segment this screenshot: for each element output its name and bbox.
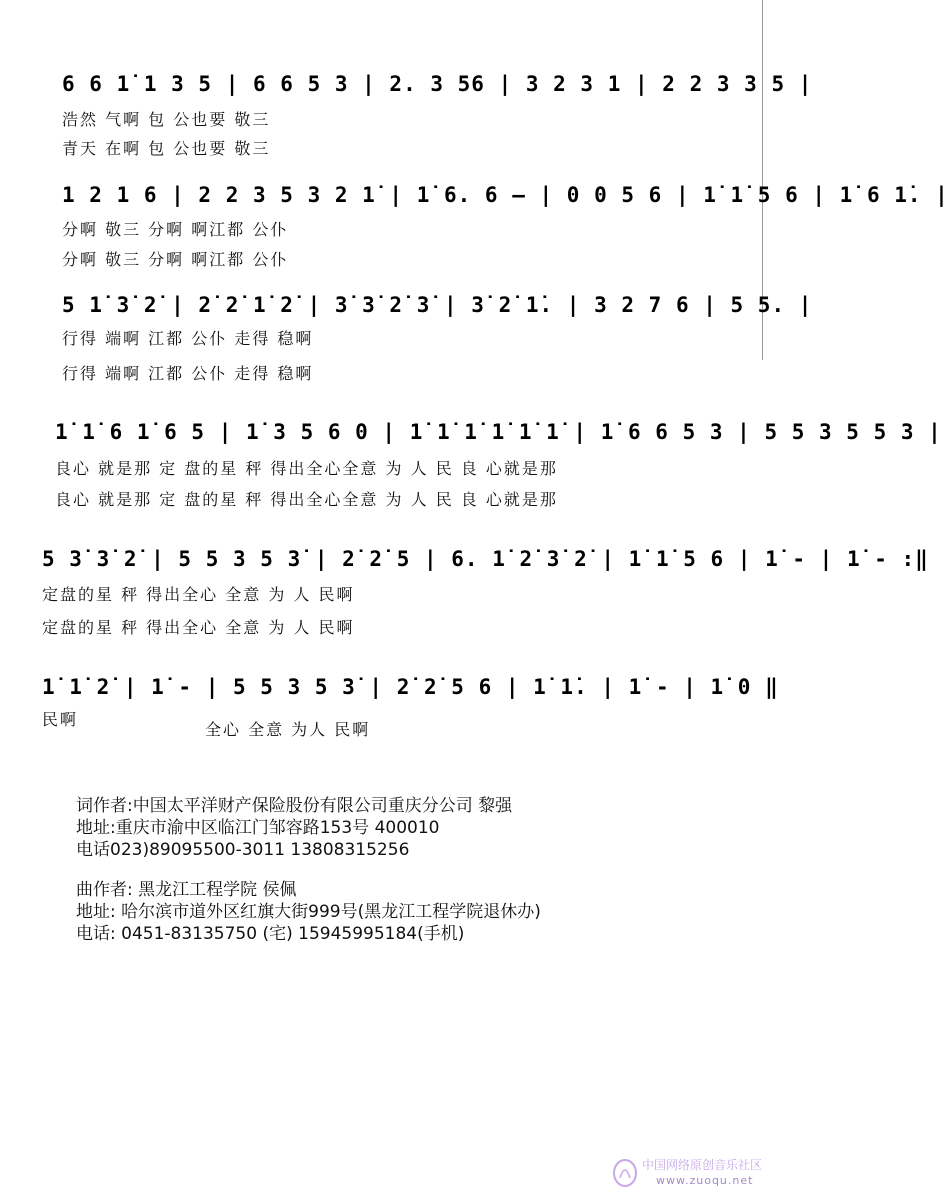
system-1-lyrics-verse-2: 青天 在啊 包 公也要 敬三 [62,139,271,158]
system-6-lyrics-left: 民啊 [42,710,79,729]
system-4-lyrics-verse-1: 良心 就是那 定 盘的星 秤 得出全心全意 为 人 民 良 心就是那 [55,459,558,478]
lyricist-phone: 电话023)89095500-3011 13808315256 [76,840,410,860]
system-1-notation: 6 6 1̇ 1 3 5 | 6 6 5 3 | 2. 3 56 | 3 2 3 1 | 2 2 3 3 5 | [62,72,813,96]
system-4-lyrics-verse-2: 良心 就是那 定 盘的星 秤 得出全心全意 为 人 民 良 心就是那 [55,490,558,509]
system-5-lyrics-verse-2: 定盘的星 秤 得出全心 全意 为 人 民啊 [42,618,355,637]
system-2-notation: 1 2 1 6 | 2 2 3 5 3 2 1̇ | 1̇ 6. 6 — | 0 0 5 6 | 1̇ 1̇ 5 6 | 1̇ 6 1̇. | [62,183,949,207]
site-watermark [608,1156,763,1192]
composer-phone: 电话: 0451-83135750 (宅) 15945995184(手机) [76,924,465,944]
composer-address: 地址: 哈尔滨市道外区红旗大街999号(黑龙江工程学院退休办) [76,902,541,922]
composer-credit: 曲作者: 黑龙江工程学院 侯佩 [76,880,297,900]
system-4-notation: 1̇ 1̇ 6 1̇ 6 5 | 1̇ 3 5 6 0 | 1̇ 1̇ 1̇ 1̇ 1̇ 1̇ | 1̇ 6 6 5 3 | 5 5 3 5 5 3 | [55,420,942,444]
site-logo-icon [612,1158,638,1188]
system-2-lyrics-verse-2: 分啊 敬三 分啊 啊江都 公仆 [62,250,289,269]
system-6-lyrics-right: 全心 全意 为人 民啊 [205,720,371,739]
system-6-notation: 1̇ 1̇ 2̇ | 1̇ - | 5 5 3 5 3̇ | 2̇ 2̇ 5 6 | 1̇ 1̇. | 1̇ - | 1̇ 0 ‖ [42,675,779,699]
system-2-lyrics-verse-1: 分啊 敬三 分啊 啊江都 公仆 [62,220,289,239]
lyricist-address: 地址:重庆市渝中区临江门邹容路153号 400010 [76,818,440,838]
system-3-lyrics-verse-1: 行得 端啊 江都 公仆 走得 稳啊 [62,329,314,348]
system-5-lyrics-verse-1: 定盘的星 秤 得出全心 全意 为 人 民啊 [42,585,355,604]
system-3-lyrics-verse-2: 行得 端啊 江都 公仆 走得 稳啊 [62,364,314,383]
lyricist-credit: 词作者:中国太平洋财产保险股份有限公司重庆分公司 黎强 [76,796,513,816]
system-1-lyrics-verse-1: 浩然 气啊 包 公也要 敬三 [62,110,271,129]
system-5-notation: 5 3̇ 3̇ 2̇ | 5 5 3 5 3̇ | 2̇ 2̇ 5 | 6. 1̇ 2̇ 3̇ 2̇ | 1̇ 1̇ 5 6 | 1̇ - | 1̇ - :‖ [42,547,929,571]
watermark-url: www.zuoqu.net [656,1174,754,1187]
watermark-text: 中国网络原创音乐社区 [642,1158,763,1172]
system-3-notation: 5 1̇ 3̇ 2̇ | 2̇ 2̇ 1̇ 2̇ | 3̇ 3̇ 2̇ 3̇ | 3̇ 2̇ 1̇. | 3 2 7 6 | 5 5. | [62,293,813,317]
